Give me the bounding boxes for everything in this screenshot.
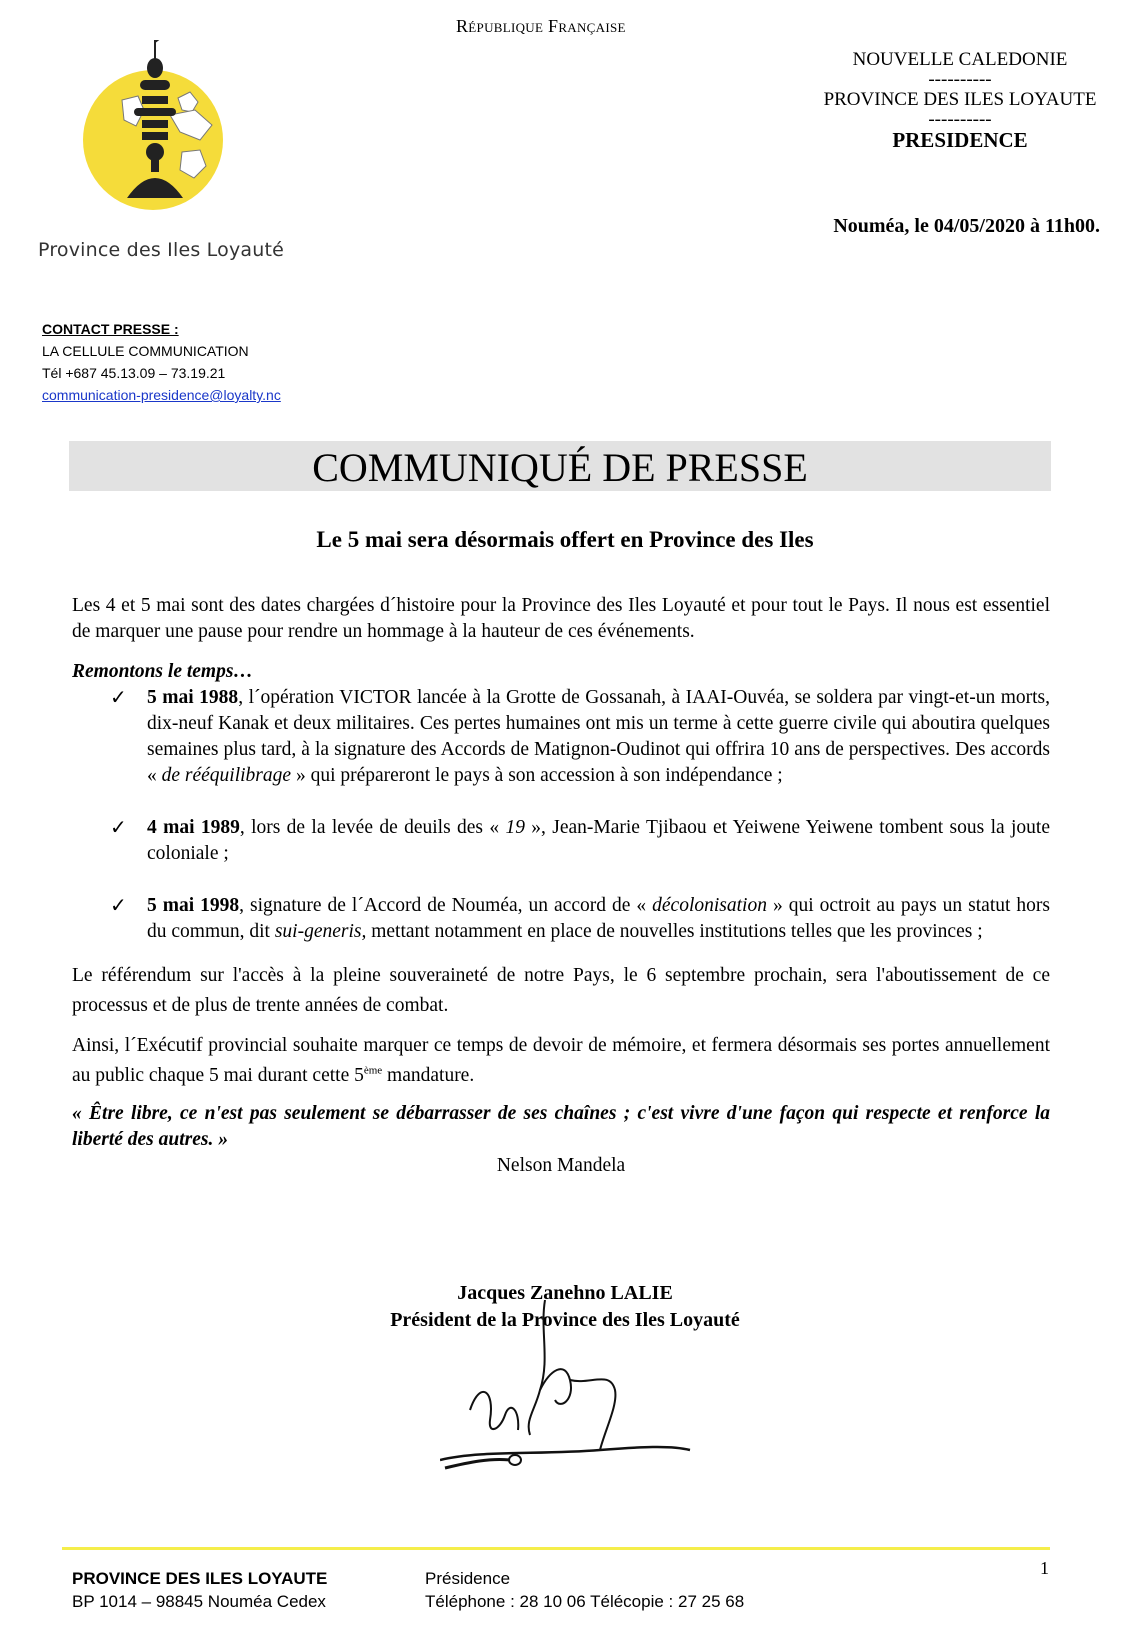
presidence-label: PRESIDENCE (892, 128, 1028, 152)
bullet-text: mettant notamment en place de nouvelles institutions telles que les provinces ; (366, 921, 983, 942)
contact-line-2: Tél +687 45.13.09 – 73.19.21 (42, 365, 226, 381)
body-text (72, 593, 1050, 1179)
page-number: 1 (1040, 1558, 1049, 1578)
quote-author: Nelson Mandela (496, 1155, 626, 1176)
date-line: Nouméa, le 04/05/2020 à 11h00. (833, 215, 1100, 237)
contact-email-link[interactable]: communication-presidence@loyalty.nc (42, 387, 281, 403)
bullet-italic: sui-generis, (274, 921, 367, 942)
contact-line-1: LA CELLULE COMMUNICATION (42, 343, 249, 359)
ainsi-text-end: mandature. (382, 1065, 475, 1086)
footer-phones: Téléphone : 28 10 06 Télécopie : 27 25 68 (425, 1592, 745, 1611)
ainsi-paragraph (72, 1031, 1050, 1091)
signatory-title: Président de la Province des Iles Loyauté (390, 1309, 740, 1331)
bullet-text: , signature de l´Accord de Nouméa, un accord de « (239, 895, 653, 916)
contact-block (42, 318, 281, 406)
republique-heading: République Française (456, 16, 626, 36)
footer-contact (425, 1567, 744, 1613)
check-icon: ✓ (110, 895, 127, 917)
bullet-italic: décolonisation (652, 895, 767, 916)
signatory-name: Jacques Zanehno LALIE (457, 1282, 673, 1304)
right-line-1: NOUVELLE CALEDONIE (852, 49, 1068, 70)
bullet-text: , l´opération VICTOR lancée à la Grotte de Gossanah, à IAAI-Ouvéa, se soldera par vingt-et-un morts, dix-neuf Kanak et deux militaires. Ces pertes humaines ont mis un terme à cette guerre civile qui aboutira quelques semaines plus tard, à la signature des Accords de Matignon-Oudinot qui offrira 10 ans de perspectives. Des accords « (147, 687, 1050, 786)
press-subtitle: Le 5 mai sera désormais offert en Province des Iles (316, 527, 814, 552)
check-icon: ✓ (110, 817, 127, 839)
bullet-item-1988 (72, 685, 1050, 789)
mandela-quote: « Être libre, ce n'est pas seulement se débarrasser de ses chaînes ; c'est vivre d'une façon qui respecte et renforce la liberté des autres. » (72, 1103, 1050, 1150)
referendum-paragraph: Le référendum sur l'accès à la pleine souveraineté de notre Pays, le 6 septembre prochain, sera l'aboutissement de ce processus et de plus de trente années de combat. (72, 965, 1050, 1016)
ainsi-superscript: ème (363, 1064, 383, 1077)
right-line-4: ---------- (928, 109, 992, 130)
footer-postal: BP 1014 – 98845 Nouméa Cedex (72, 1592, 326, 1611)
bullet-item-1989 (72, 815, 1050, 867)
check-icon: ✓ (110, 687, 127, 709)
footer-address (72, 1567, 327, 1613)
logo-caption: Province des Iles Loyauté (38, 239, 285, 261)
bullet-date: 5 mai 1998 (147, 895, 240, 916)
bullet-date: 5 mai 1988 (147, 687, 239, 708)
bullet-text: » qui octroit au pays un statut hors du commun, dit (147, 895, 1050, 942)
bullet-text: », Jean-Marie Tjibaou et Yeiwene Yeiwene tombent sous la joute coloniale ; (147, 817, 1050, 864)
footer-divider (62, 1547, 1050, 1550)
footer-dept: Présidence (425, 1569, 511, 1588)
bullet-date: 4 mai 1989 (147, 817, 240, 838)
intro-paragraph: Les 4 et 5 mai sont des dates chargées d´histoire pour la Province des Iles Loyauté et pour tout le Pays. Il nous est essentiel de marquer une pause pour rendre un hommage à la hauteur de ces événements. (72, 595, 1050, 642)
bullet-italic: 19 (505, 817, 525, 838)
province-logo (60, 40, 300, 250)
bullet-list (72, 685, 1050, 945)
logo-icon (60, 40, 300, 250)
right-header-block (790, 48, 1130, 152)
bullet-italic: de rééquilibrage (161, 765, 292, 786)
right-line-3: PROVINCE DES ILES LOYAUTE (823, 89, 1097, 110)
right-line-2: ---------- (928, 69, 992, 90)
contact-heading: CONTACT PRESSE : (42, 321, 179, 337)
remontons-heading: Remontons le temps… (72, 661, 253, 682)
banner-title: COMMUNIQUÉ DE PRESSE (312, 445, 808, 490)
bullet-item-1998 (72, 893, 1050, 945)
footer-org: PROVINCE DES ILES LOYAUTE (72, 1569, 328, 1588)
bullet-text: » qui prépareront le pays à son accession à son indépendance ; (291, 765, 783, 786)
bullet-text: , lors de la levée de deuils des « (239, 817, 506, 838)
ainsi-text: Ainsi, l´Exécutif provincial souhaite marquer ce temps de devoir de mémoire, et fermera désormais ses portes annuellement au public chaque 5 mai durant cette 5 (72, 1035, 1050, 1086)
signatory-block (0, 1280, 1130, 1334)
